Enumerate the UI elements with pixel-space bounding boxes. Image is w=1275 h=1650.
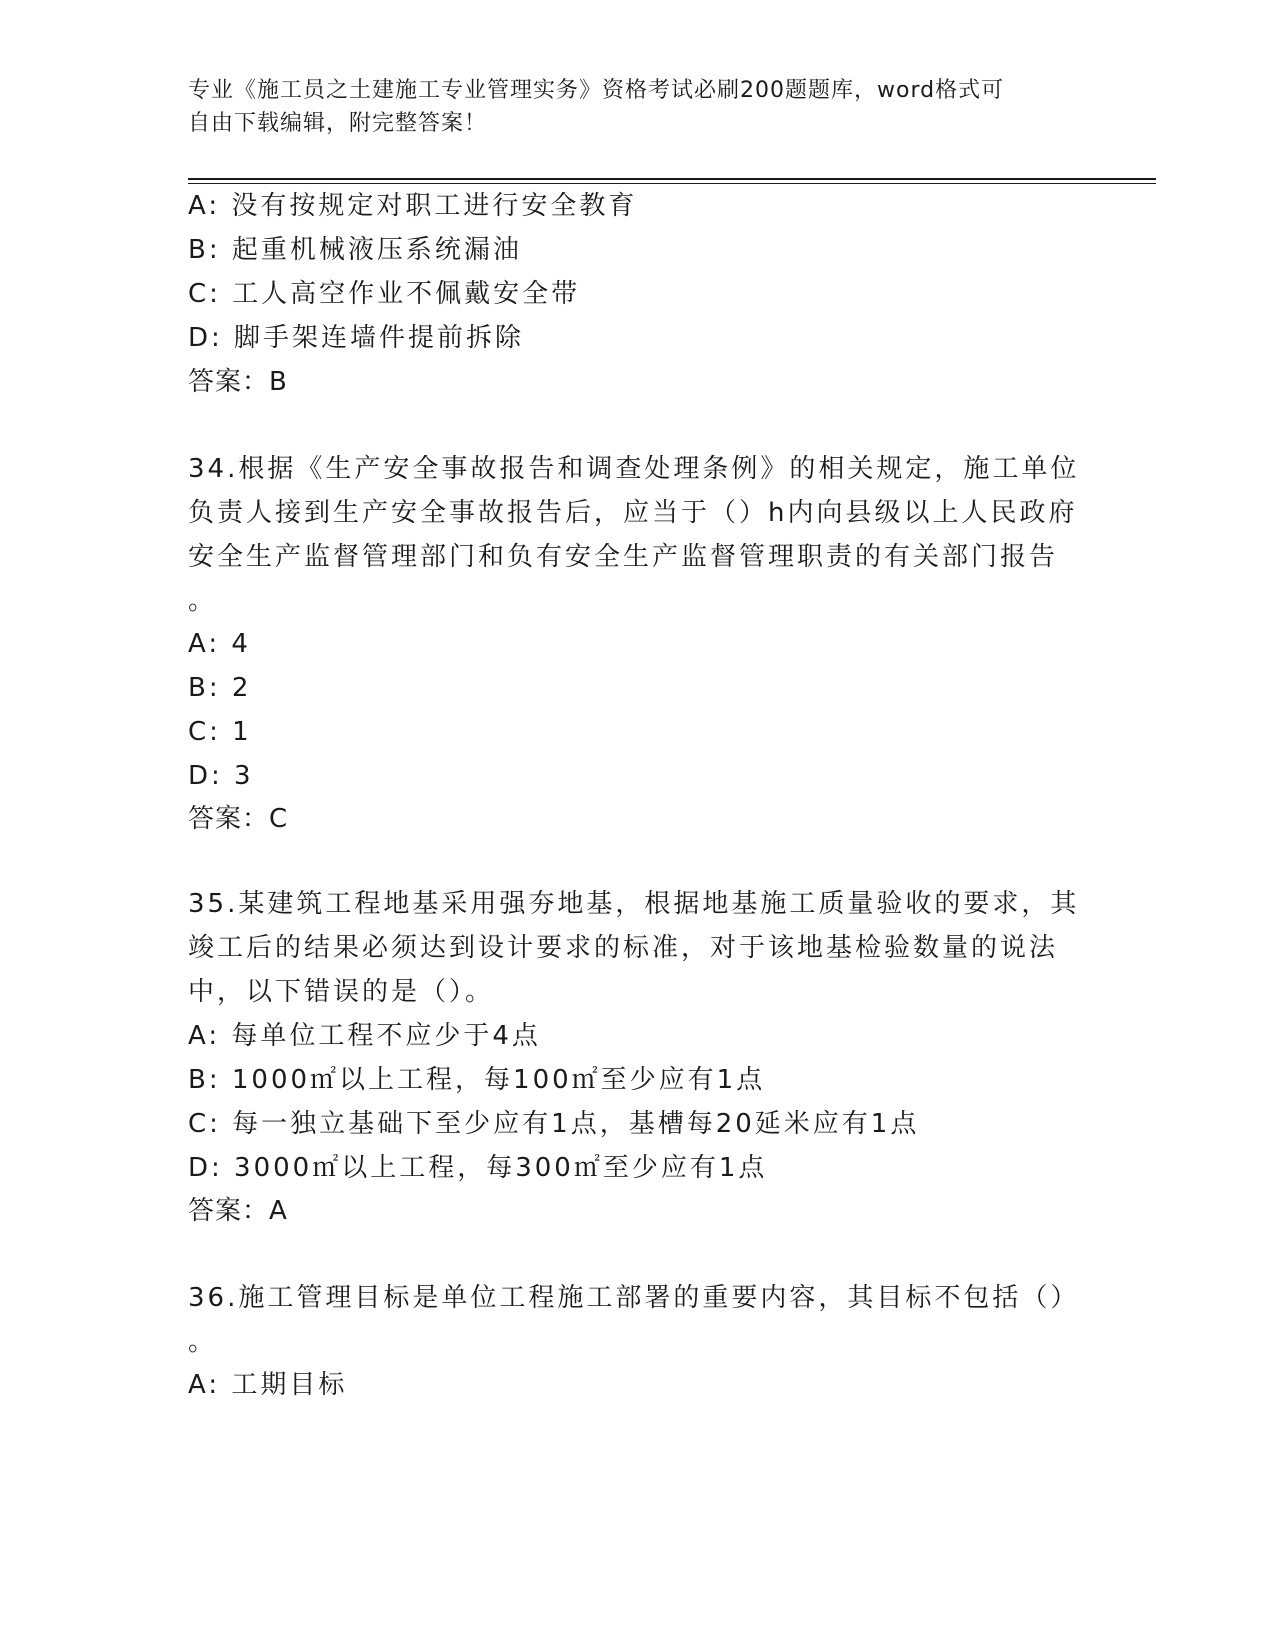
q33-option-b: B: 起重机械液压系统漏油 — [188, 235, 522, 265]
q33-option-a: A: 没有按规定对职工进行安全教育 — [188, 191, 638, 221]
q35-question-line-2: 竣工后的结果必须达到设计要求的标准，对于该地基检验数量的说法 — [188, 933, 1059, 963]
header-line-1: 专业《施工员之土建施工专业管理实务》资格考试必刷200题题库，word格式可 — [188, 78, 1005, 103]
header-divider-thin — [188, 183, 1156, 184]
q34-option-c: C: 1 — [188, 717, 252, 747]
q35-question-line-3: 中，以下错误的是（）。 — [188, 977, 495, 1007]
q35-answer: 答案：A — [188, 1196, 288, 1226]
header-line-2: 自由下载编辑，附完整答案！ — [188, 111, 488, 136]
q36-option-a: A: 工期目标 — [188, 1370, 348, 1400]
q35-option-c: C: 每一独立基础下至少应有1点，基槽每20延米应有1点 — [188, 1109, 920, 1139]
q34-question-line-3: 安全生产监督管理部门和负有安全生产监督管理职责的有关部门报告 — [188, 542, 1059, 572]
q34-answer: 答案：C — [188, 804, 289, 834]
q36-question-line-2: 。 — [188, 1327, 215, 1357]
q33-option-c: C: 工人高空作业不佩戴安全带 — [188, 279, 581, 309]
q34-option-b: B: 2 — [188, 673, 252, 703]
q33-answer: 答案：B — [188, 367, 288, 397]
q33-option-d: D: 脚手架连墙件提前拆除 — [188, 323, 525, 353]
q34-question-line-2: 负责人接到生产安全事故报告后，应当于（）h内向县级以上人民政府 — [188, 498, 1078, 528]
q34-question-line-1: 34.根据《生产安全事故报告和调查处理条例》的相关规定，施工单位 — [188, 454, 1080, 484]
q34-option-d: D: 3 — [188, 761, 254, 791]
q35-option-b: B: 1000㎡以上工程，每100㎡至少应有1点 — [188, 1065, 766, 1095]
header-divider-thick — [188, 178, 1156, 180]
q35-option-a: A: 每单位工程不应少于4点 — [188, 1021, 541, 1051]
q36-question-line-1: 36.施工管理目标是单位工程施工部署的重要内容，其目标不包括（） — [188, 1283, 1080, 1313]
q35-option-d: D: 3000㎡以上工程，每300㎡至少应有1点 — [188, 1153, 768, 1183]
q34-option-a: A: 4 — [188, 629, 251, 659]
document-header — [188, 74, 1088, 140]
q34-question-line-4: 。 — [188, 586, 215, 616]
q35-question-line-1: 35.某建筑工程地基采用强夯地基，根据地基施工质量验收的要求，其 — [188, 889, 1080, 919]
